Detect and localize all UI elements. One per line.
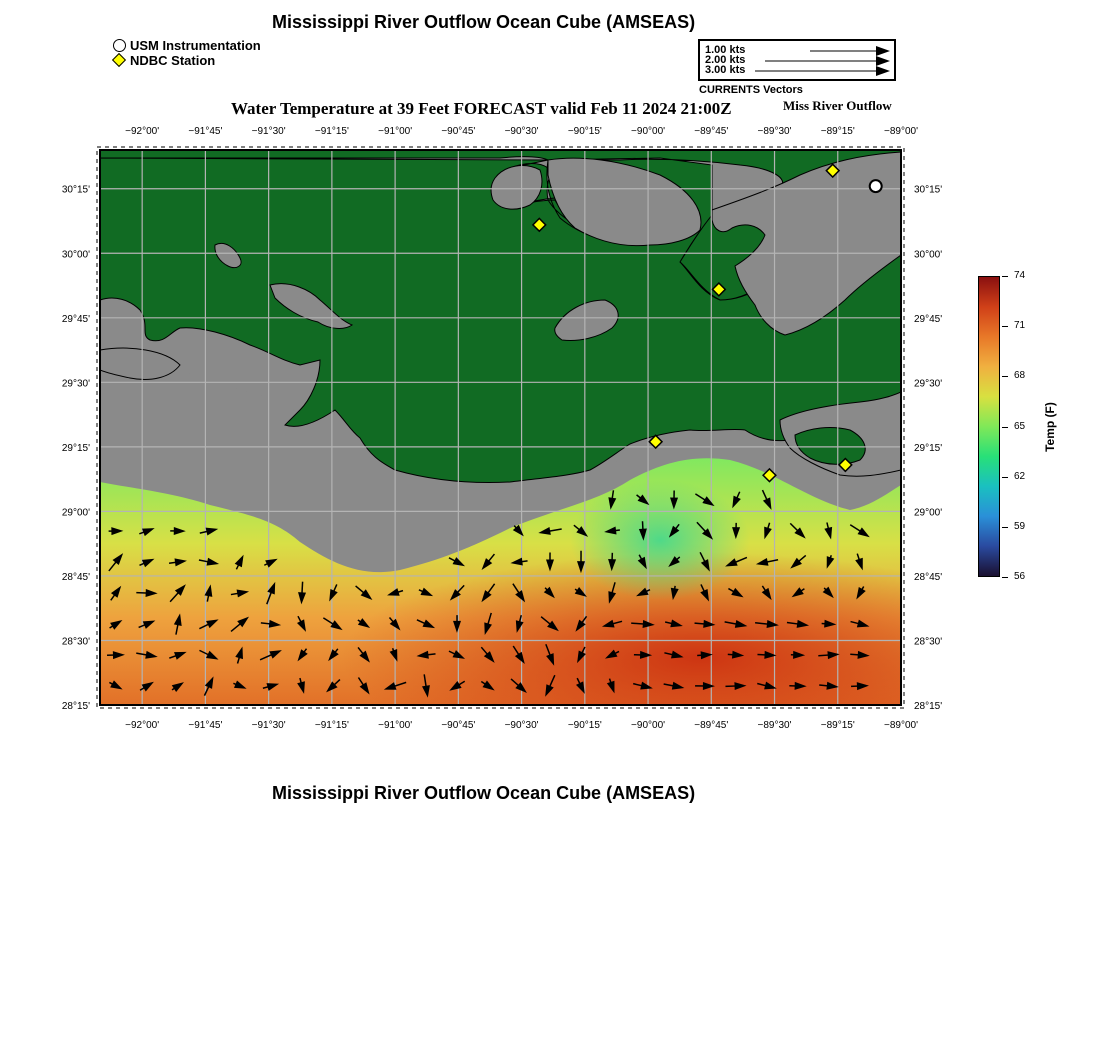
x-axis-top [125, 126, 918, 137]
usm-legend-label: USM Instrumentation [130, 38, 261, 53]
colorbar-tick [1002, 477, 1008, 478]
y-tick-label-left: 29°45' [61, 313, 90, 325]
x-tick-label-top: −89°30' [757, 126, 792, 137]
x-tick-label-top: −89°00' [884, 126, 918, 137]
colorbar-tick [1002, 326, 1008, 327]
x-tick-label-bottom: −91°45' [188, 720, 223, 731]
colorbar [978, 276, 1000, 577]
x-tick-label-top: −91°15' [314, 126, 349, 137]
usm-station-marker[interactable] [870, 180, 882, 192]
y-tick-label-right: 28°30' [914, 636, 943, 648]
colorbar-ticks [1002, 270, 1042, 582]
colorbar-tick-label: 62 [1014, 470, 1026, 482]
x-tick-label-bottom: −90°00' [631, 720, 666, 731]
y-tick-label-left: 29°15' [61, 442, 90, 454]
y-tick-label-right: 29°30' [914, 378, 943, 390]
x-tick-label-top: −90°45' [441, 126, 476, 137]
y-tick-label-right: 28°15' [914, 701, 943, 712]
colorbar-tick [1002, 527, 1008, 528]
x-tick-label-top: −89°45' [694, 126, 729, 137]
y-tick-label-left: 29°30' [61, 378, 90, 390]
y-tick-label-left: 28°45' [61, 571, 90, 583]
y-tick-label-right: 28°45' [914, 571, 943, 583]
x-tick-label-top: −91°00' [378, 126, 413, 137]
vector-label-2: 2.00 kts [705, 54, 746, 66]
x-tick-label-bottom: −89°00' [884, 720, 918, 731]
vector-label-3: 3.00 kts [705, 64, 746, 76]
x-tick-label-top: −89°15' [820, 126, 855, 137]
x-tick-label-top: −91°30' [251, 126, 286, 137]
x-axis-bottom [125, 720, 918, 731]
y-axis-left [62, 185, 90, 712]
y-tick-label-left: 28°15' [61, 701, 90, 712]
x-tick-label-top: −90°00' [631, 126, 666, 137]
colorbar-tick-label: 59 [1014, 520, 1026, 532]
cool-water-patch [570, 480, 750, 600]
y-axis-right [914, 185, 942, 712]
region-label: Miss River Outflow [783, 98, 892, 113]
x-tick-label-bottom: −89°15' [820, 720, 855, 731]
colorbar-tick [1002, 427, 1008, 428]
x-tick-label-top: −92°00' [125, 126, 160, 137]
map-subtitle: Water Temperature at 39 Feet FORECAST valid Feb 11 2024 21:00Z [231, 99, 732, 118]
vector-label-1: 1.00 kts [705, 44, 746, 56]
x-tick-label-bottom: −90°45' [441, 720, 476, 731]
x-tick-label-top: −90°30' [504, 126, 539, 137]
y-tick-label-right: 29°00' [914, 507, 943, 519]
x-tick-label-bottom: −90°15' [567, 720, 602, 731]
x-tick-label-bottom: −91°00' [378, 720, 413, 731]
colorbar-tick-label: 56 [1014, 571, 1026, 582]
x-tick-label-bottom: −89°45' [694, 720, 729, 731]
y-tick-label-right: 30°15' [914, 184, 943, 196]
colorbar-label: Temp (F) [1043, 402, 1057, 452]
x-tick-label-bottom: −90°30' [504, 720, 539, 731]
y-tick-label-right: 30°00' [914, 249, 943, 261]
x-tick-label-top: −91°45' [188, 126, 223, 137]
vector-legend-caption: CURRENTS Vectors [699, 84, 803, 96]
x-tick-label-bottom: −91°15' [314, 720, 349, 731]
colorbar-gradient [979, 277, 999, 576]
colorbar-tick [1002, 276, 1008, 277]
colorbar-tick [1002, 376, 1008, 377]
colorbar-tick [1002, 577, 1008, 578]
x-tick-label-bottom: −91°30' [251, 720, 286, 731]
y-tick-label-right: 29°45' [914, 313, 943, 325]
ndbc-legend-label: NDBC Station [130, 53, 216, 68]
colorbar-tick-label: 74 [1014, 270, 1026, 281]
page-title: Mississippi River Outflow Ocean Cube (AMSEAS) [272, 12, 696, 32]
x-tick-label-top: −90°15' [567, 126, 602, 137]
y-tick-label-left: 29°00' [61, 507, 90, 519]
colorbar-tick-label: 65 [1014, 420, 1026, 432]
x-tick-label-bottom: −89°30' [757, 720, 792, 731]
y-tick-label-left: 30°15' [61, 184, 90, 196]
y-tick-label-left: 28°30' [61, 636, 90, 648]
colorbar-tick-label: 68 [1014, 370, 1026, 382]
colorbar-tick-label: 71 [1014, 320, 1026, 332]
page-title-bottom: Mississippi River Outflow Ocean Cube (AMSEAS) [272, 783, 696, 803]
y-tick-label-right: 29°15' [914, 442, 943, 454]
x-tick-label-bottom: −92°00' [125, 720, 160, 731]
y-tick-label-left: 30°00' [61, 249, 90, 261]
